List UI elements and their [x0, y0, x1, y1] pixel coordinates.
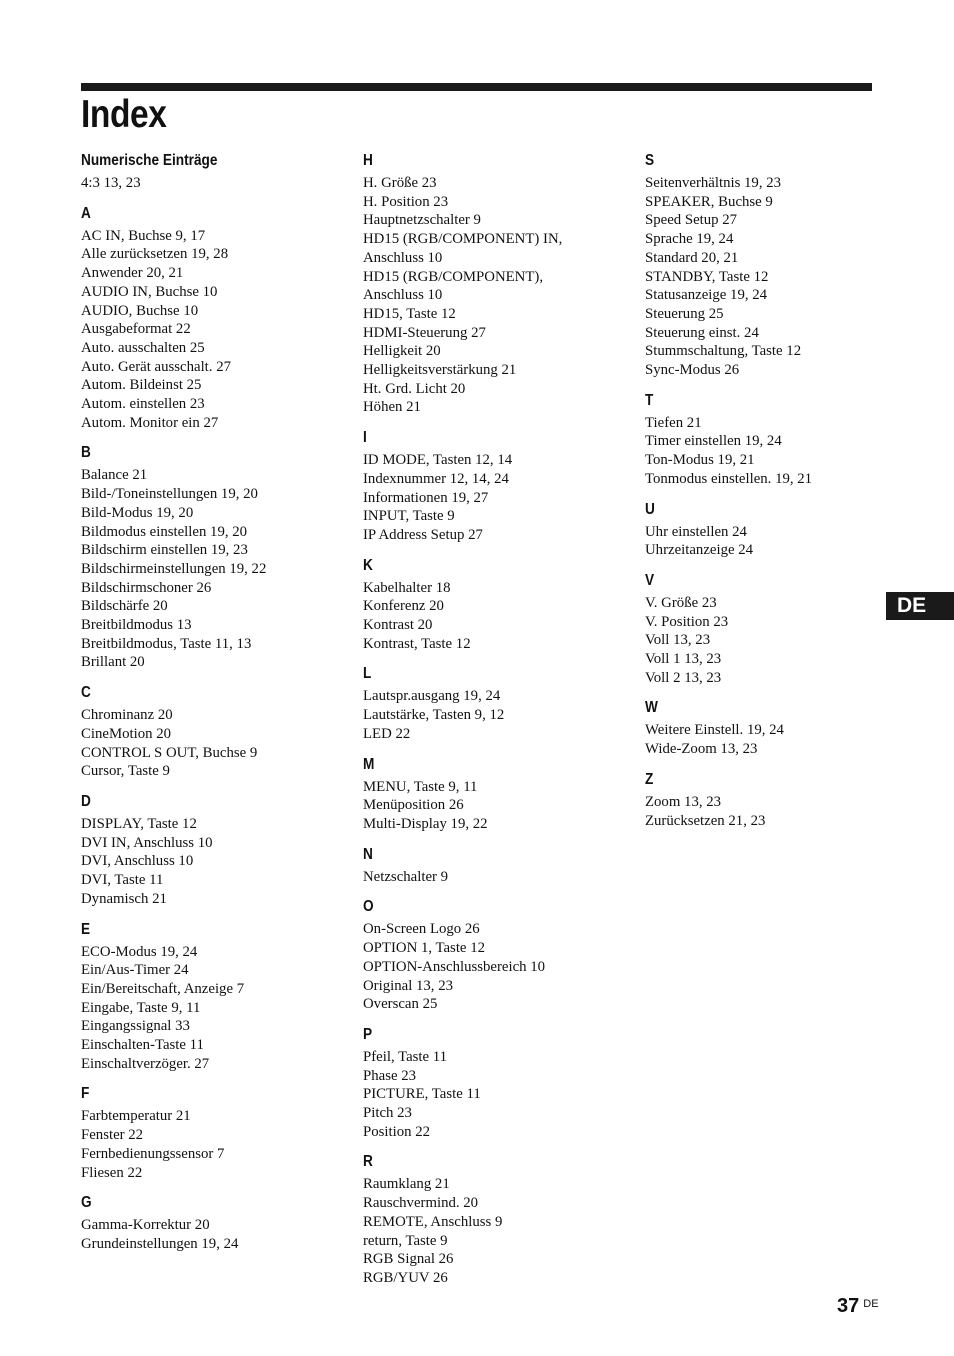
section-heading: C: [81, 684, 91, 702]
index-section: [645, 501, 915, 560]
index-section: [645, 771, 915, 830]
index-entry: Menüposition 26: [363, 797, 464, 814]
section-heading: Z: [645, 770, 654, 788]
index-entry: Konferenz 20: [363, 598, 444, 615]
index-entry: Steuerung 25: [645, 305, 724, 322]
index-entry: Höhen 21: [363, 399, 421, 416]
index-entry: ID MODE, Tasten 12, 14: [363, 452, 513, 469]
index-entry: Balance 21: [81, 467, 148, 484]
index-section: [363, 429, 633, 545]
index-entry: Rauschvermind. 20: [363, 1195, 479, 1212]
index-entry: Phase 23: [363, 1067, 417, 1084]
index-column-2: [363, 152, 633, 1288]
index-entry: Alle zurücksetzen 19, 28: [81, 246, 229, 263]
index-entry: Lautspr.ausgang 19, 24: [363, 688, 501, 705]
page-title: Index: [81, 93, 167, 136]
index-entry: Sprache 19, 24: [645, 231, 734, 248]
index-section: [81, 1194, 351, 1253]
page-footer: [837, 1295, 879, 1318]
index-section: [363, 152, 633, 417]
index-entry: Ht. Grd. Licht 20: [363, 380, 466, 397]
index-entry: Pitch 23: [363, 1105, 412, 1122]
index-section: [363, 756, 633, 834]
index-entry: Chrominanz 20: [81, 707, 173, 724]
index-section: [363, 665, 633, 743]
index-entry: PICTURE, Taste 11: [363, 1086, 481, 1103]
index-entry: Bild-/Toneinstellungen 19, 20: [81, 486, 258, 503]
index-entry: Brillant 20: [81, 654, 145, 671]
index-entry: Indexnummer 12, 14, 24: [363, 470, 509, 487]
index-entry: Ausgabeformat 22: [81, 321, 191, 338]
index-entry: Eingabe, Taste 9, 11: [81, 999, 201, 1016]
page-number: 37: [837, 1295, 860, 1317]
index-section: [81, 921, 351, 1074]
section-heading: V: [645, 571, 655, 589]
index-entry: Eingangssignal 33: [81, 1018, 190, 1035]
index-entry: Speed Setup 27: [645, 212, 738, 229]
index-entry: Tiefen 21: [645, 414, 702, 431]
index-entry: Lautstärke, Tasten 9, 12: [363, 707, 505, 724]
index-section: [81, 205, 351, 433]
section-heading: L: [363, 665, 372, 683]
index-entry: OPTION 1, Taste 12: [363, 940, 485, 957]
page-number-suffix: DE: [863, 1298, 879, 1310]
index-entry: Farbtemperatur 21: [81, 1108, 191, 1125]
index-entry: Autom. Bildeinst 25: [81, 377, 202, 394]
index-entry: Steuerung einst. 24: [645, 324, 759, 341]
index-section: [81, 684, 351, 781]
index-entry: Grundeinstellungen 19, 24: [81, 1235, 239, 1252]
index-entry: DVI, Anschluss 10: [81, 853, 194, 870]
index-section: [81, 1085, 351, 1182]
index-entry: Voll 2 13, 23: [645, 669, 722, 686]
index-entry: Voll 13, 23: [645, 632, 711, 649]
section-heading: E: [81, 920, 91, 938]
index-entry: HD15 (RGB/COMPONENT) IN,: [363, 231, 563, 248]
index-entry: Timer einstellen 19, 24: [645, 433, 782, 450]
index-entry: Bild-Modus 19, 20: [81, 504, 194, 521]
index-entry: Helligkeit 20: [363, 343, 441, 360]
section-heading: A: [81, 204, 91, 222]
index-entry: AUDIO IN, Buchse 10: [81, 283, 218, 300]
index-entry: Weitere Einstell. 19, 24: [645, 722, 784, 739]
index-entry: Dynamisch 21: [81, 890, 167, 907]
index-entry: Auto. Gerät ausschalt. 27: [81, 358, 231, 375]
index-section: [363, 1026, 633, 1142]
index-entry: H. Position 23: [363, 193, 449, 210]
index-column-1: [81, 152, 351, 1254]
section-heading: K: [363, 556, 373, 574]
index-section: [81, 444, 351, 672]
index-entry: Uhrzeitanzeige 24: [645, 542, 754, 559]
section-heading: M: [363, 755, 375, 773]
index-entry: Informationen 19, 27: [363, 489, 489, 506]
index-entry: V. Position 23: [645, 613, 729, 630]
index-entry: HDMI-Steuerung 27: [363, 324, 486, 341]
index-entry: Original 13, 23: [363, 977, 454, 994]
index-entry: Multi-Display 19, 22: [363, 815, 488, 832]
index-entry: Uhr einstellen 24: [645, 523, 747, 540]
section-heading: U: [645, 500, 655, 518]
index-entry: Cursor, Taste 9: [81, 763, 170, 780]
index-entry: SPEAKER, Buchse 9: [645, 193, 773, 210]
index-entry: ECO-Modus 19, 24: [81, 943, 198, 960]
index-entry: Einschalten-Taste 11: [81, 1037, 204, 1054]
language-tab-label: DE: [897, 594, 927, 617]
index-entry: Stummschaltung, Taste 12: [645, 343, 802, 360]
index-entry: Seitenverhältnis 19, 23: [645, 175, 782, 191]
index-entry: Bildschirmschoner 26: [81, 579, 212, 596]
section-heading: B: [81, 444, 91, 462]
index-entry: Raumklang 21: [363, 1176, 450, 1193]
section-heading: P: [363, 1025, 373, 1043]
index-entry: Anschluss 10: [363, 287, 443, 304]
index-entry: Gamma-Korrektur 20: [81, 1217, 210, 1234]
index-entry: OPTION-Anschlussbereich 10: [363, 958, 546, 975]
index-entry: Kabelhalter 18: [363, 579, 451, 596]
index-entry: Ton-Modus 19, 21: [645, 452, 755, 469]
index-entry: Standard 20, 21: [645, 249, 739, 266]
index-entry: Tonmodus einstellen. 19, 21: [645, 470, 813, 487]
index-entry: AC IN, Buchse 9, 17: [81, 227, 206, 244]
index-entry: Position 22: [363, 1123, 431, 1140]
index-entry: Helligkeitsverstärkung 21: [363, 362, 517, 379]
index-entry: Einschaltverzöger. 27: [81, 1055, 210, 1072]
index-entry: Zoom 13, 23: [645, 793, 722, 810]
index-entry: Ein/Aus-Timer 24: [81, 962, 189, 979]
index-entry: Ein/Bereitschaft, Anzeige 7: [81, 980, 245, 997]
index-entry: INPUT, Taste 9: [363, 508, 455, 525]
index-entry: Voll 1 13, 23: [645, 651, 722, 668]
index-entry: RGB Signal 26: [363, 1251, 454, 1268]
index-entry: Overscan 25: [363, 996, 438, 1013]
title-rule: [81, 83, 872, 91]
section-heading: N: [363, 845, 373, 863]
index-entry: Auto. ausschalten 25: [81, 339, 205, 356]
section-heading: H: [363, 152, 373, 169]
index-entry: H. Größe 23: [363, 175, 437, 191]
index-entry: HD15 (RGB/COMPONENT),: [363, 268, 544, 285]
index-entry: DVI IN, Anschluss 10: [81, 834, 213, 851]
index-entry: MENU, Taste 9, 11: [363, 778, 478, 795]
index-entry: return, Taste 9: [363, 1232, 448, 1249]
index-entry: Autom. einstellen 23: [81, 396, 205, 413]
index-entry: 4:3 13, 23: [81, 175, 141, 191]
index-entry: Zurücksetzen 21, 23: [645, 812, 766, 829]
index-entry: Statusanzeige 19, 24: [645, 287, 768, 304]
index-section: [363, 557, 633, 654]
index-entry: RGB/YUV 26: [363, 1269, 448, 1286]
section-heading: Numerische Einträge: [81, 152, 218, 169]
index-entry: Bildschärfe 20: [81, 598, 168, 615]
section-heading: T: [645, 391, 654, 409]
index-entry: LED 22: [363, 725, 411, 742]
index-entry: Fenster 22: [81, 1127, 144, 1144]
index-entry: Breitbildmodus, Taste 11, 13: [81, 635, 252, 652]
index-entry: Hauptnetzschalter 9: [363, 212, 481, 229]
index-entry: DISPLAY, Taste 12: [81, 815, 197, 832]
index-entry: Fernbedienungssensor 7: [81, 1145, 225, 1162]
index-entry: AUDIO, Buchse 10: [81, 302, 199, 319]
index-entry: CONTROL S OUT, Buchse 9: [81, 744, 258, 761]
index-column-3: [645, 152, 915, 830]
index-entry: V. Größe 23: [645, 594, 717, 611]
index-entry: Sync-Modus 26: [645, 362, 740, 379]
index-entry: Fliesen 22: [81, 1164, 143, 1181]
index-section: [363, 1153, 633, 1287]
index-entry: Anschluss 10: [363, 249, 443, 266]
index-entry: Anwender 20, 21: [81, 265, 184, 282]
index-entry: IP Address Setup 27: [363, 526, 483, 543]
index-section: [645, 152, 915, 380]
index-entry: Wide-Zoom 13, 23: [645, 741, 758, 758]
index-section: [645, 699, 915, 758]
index-entry: CineMotion 20: [81, 725, 172, 742]
index-entry: Kontrast, Taste 12: [363, 635, 471, 652]
index-entry: Breitbildmodus 13: [81, 617, 192, 634]
index-section: [81, 793, 351, 909]
index-section: [645, 392, 915, 489]
index-entry: DVI, Taste 11: [81, 872, 164, 889]
section-heading: S: [645, 152, 655, 169]
index-entry: Pfeil, Taste 11: [363, 1048, 448, 1065]
index-section: [81, 152, 351, 193]
index-section: [363, 898, 633, 1014]
section-heading: D: [81, 792, 91, 810]
section-heading: F: [81, 1085, 90, 1103]
section-heading: O: [363, 898, 374, 916]
index-section: [363, 846, 633, 887]
language-tab: [886, 592, 954, 620]
index-entry: Bildschirmeinstellungen 19, 22: [81, 560, 267, 577]
index-section: [645, 572, 915, 688]
index-entry: STANDBY, Taste 12: [645, 268, 769, 285]
section-heading: R: [363, 1153, 373, 1171]
index-entry: Netzschalter 9: [363, 868, 449, 885]
index-entry: HD15, Taste 12: [363, 305, 456, 322]
index-entry: Autom. Monitor ein 27: [81, 414, 219, 431]
index-entry: Bildschirm einstellen 19, 23: [81, 542, 248, 559]
index-entry: On-Screen Logo 26: [363, 921, 480, 938]
index-entry: Kontrast 20: [363, 617, 433, 634]
index-entry: Bildmodus einstellen 19, 20: [81, 523, 248, 540]
index-entry: REMOTE, Anschluss 9: [363, 1213, 503, 1230]
section-heading: I: [363, 429, 367, 447]
section-heading: G: [81, 1194, 92, 1212]
section-heading: W: [645, 699, 658, 717]
